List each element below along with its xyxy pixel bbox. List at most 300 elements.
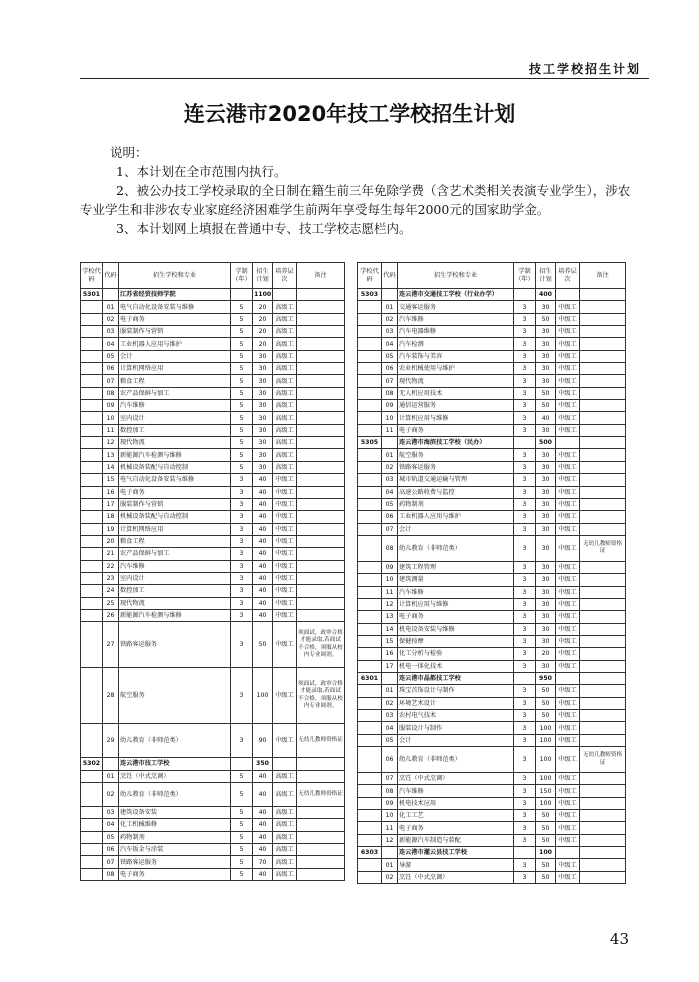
enrollment-plan: 30	[536, 363, 556, 375]
training-level: 高级工	[273, 338, 297, 350]
enrollment-plan: 50	[536, 871, 556, 883]
empty-cell	[514, 289, 536, 301]
enrollment-plan: 40	[253, 585, 273, 597]
major-name: 烹饪（中式烹调）	[398, 773, 514, 785]
empty-cell	[358, 871, 382, 883]
table-row	[358, 871, 626, 883]
table-row	[81, 387, 345, 399]
training-level: 中级工	[556, 648, 580, 660]
enrollment-plan: 30	[253, 449, 273, 461]
empty-cell	[580, 672, 626, 684]
major-code: 20	[103, 535, 119, 547]
major-code: 21	[103, 548, 119, 560]
training-level: 高级工	[273, 868, 297, 880]
table-row	[358, 338, 626, 350]
major-name: 农产品保鲜与加工	[119, 387, 231, 399]
remark	[580, 773, 626, 785]
empty-cell	[358, 611, 382, 623]
training-level: 中级工	[556, 586, 580, 598]
empty-cell	[358, 834, 382, 846]
study-years: 3	[231, 622, 253, 668]
note-item-2: 2、被公办技工学校录取的全日制在籍生前三年免除学费（含艺术类相关表演专业学生），涉农专业学生和非涉农专业家庭经济困难学生前两年享受每生每年2000元的国家助学金。	[80, 183, 631, 217]
table-row	[358, 387, 626, 399]
enrollment-plan: 40	[253, 572, 273, 584]
empty-cell	[81, 770, 103, 782]
empty-cell	[297, 758, 345, 770]
enrollment-plan: 100	[536, 773, 556, 785]
school-plan-total: 100	[536, 847, 556, 859]
remark	[580, 648, 626, 660]
remark	[580, 313, 626, 325]
study-years: 3	[231, 474, 253, 486]
table-row	[358, 822, 626, 834]
enrollment-plan: 90	[253, 724, 273, 758]
major-code: 09	[382, 561, 398, 573]
remark	[297, 474, 345, 486]
training-level: 中级工	[556, 859, 580, 871]
study-years: 5	[231, 313, 253, 325]
major-name: 机电设备安装与维修	[398, 623, 514, 635]
study-years: 3	[231, 609, 253, 621]
table-row	[81, 668, 345, 724]
empty-cell	[81, 437, 103, 449]
major-name: 新能源汽车制造与装配	[398, 834, 514, 846]
enrollment-plan: 70	[253, 856, 273, 868]
remark	[580, 710, 626, 722]
enrollment-plan: 30	[536, 511, 556, 523]
table-row	[358, 523, 626, 535]
major-code: 17	[382, 660, 398, 672]
major-name: 保健按摩	[398, 635, 514, 647]
major-code: 09	[103, 400, 119, 412]
training-level: 中级工	[556, 635, 580, 647]
study-years: 3	[514, 375, 536, 387]
remark	[580, 363, 626, 375]
major-name: 计算机应用与维修	[398, 598, 514, 610]
study-years: 3	[514, 511, 536, 523]
empty-cell	[358, 810, 382, 822]
study-years: 3	[231, 560, 253, 572]
empty-cell	[81, 301, 103, 313]
training-level: 中级工	[273, 535, 297, 547]
column-header: 培养层次	[556, 263, 580, 289]
study-years: 5	[231, 412, 253, 424]
empty-cell	[81, 375, 103, 387]
study-years: 3	[514, 350, 536, 362]
major-code: 08	[103, 868, 119, 880]
major-code: 09	[382, 400, 398, 412]
enrollment-plan: 100	[536, 797, 556, 809]
study-years: 3	[514, 722, 536, 734]
major-code: 10	[103, 412, 119, 424]
training-level: 高级工	[273, 449, 297, 461]
empty-cell	[81, 560, 103, 572]
major-code: 22	[103, 560, 119, 572]
major-code: 13	[103, 449, 119, 461]
remark	[580, 338, 626, 350]
major-name: 建筑设备安装	[119, 806, 231, 818]
enrollment-plan: 40	[253, 806, 273, 818]
major-code: 11	[382, 586, 398, 598]
study-years: 5	[231, 338, 253, 350]
running-header: 技工学校招生计划	[528, 62, 641, 76]
enrollment-plan: 50	[536, 710, 556, 722]
empty-cell	[382, 672, 398, 684]
major-code: 01	[382, 301, 398, 313]
table-row	[358, 461, 626, 473]
table-row	[358, 350, 626, 362]
training-level: 高级工	[273, 363, 297, 375]
major-code: 18	[103, 511, 119, 523]
training-level: 中级工	[556, 710, 580, 722]
major-code: 01	[382, 685, 398, 697]
table-row	[81, 597, 345, 609]
training-level: 中级工	[273, 597, 297, 609]
table-row	[358, 722, 626, 734]
major-name: 会计	[119, 350, 231, 362]
remark	[297, 375, 345, 387]
enrollment-plan: 40	[253, 560, 273, 572]
empty-cell	[358, 574, 382, 586]
major-code: 02	[382, 313, 398, 325]
training-level: 中级工	[556, 474, 580, 486]
training-level: 中级工	[273, 486, 297, 498]
training-level: 中级工	[273, 548, 297, 560]
empty-cell	[103, 758, 119, 770]
remark	[580, 660, 626, 672]
study-years: 3	[514, 338, 536, 350]
table-row	[81, 511, 345, 523]
training-level: 高级工	[273, 400, 297, 412]
table-row	[81, 844, 345, 856]
enrollment-plan: 100	[536, 747, 556, 773]
enrollment-plan: 100	[536, 722, 556, 734]
enrollment-plan: 30	[536, 301, 556, 313]
enrollment-plan: 20	[253, 338, 273, 350]
remark	[297, 523, 345, 535]
remark	[297, 585, 345, 597]
major-name: 导游	[398, 859, 514, 871]
school-plan-total: 400	[536, 289, 556, 301]
empty-cell	[358, 326, 382, 338]
remark	[580, 449, 626, 461]
enrollment-plan: 20	[253, 301, 273, 313]
training-level: 中级工	[273, 622, 297, 668]
empty-cell	[358, 623, 382, 635]
training-level: 高级工	[273, 831, 297, 843]
empty-cell	[382, 847, 398, 859]
major-name: 计算机应用与维修	[398, 412, 514, 424]
training-level: 中级工	[556, 412, 580, 424]
table-row	[358, 697, 626, 709]
study-years: 5	[231, 326, 253, 338]
major-name: 烹饪（中式烹调）	[119, 770, 231, 782]
training-level: 中级工	[556, 574, 580, 586]
enrollment-plan: 30	[536, 623, 556, 635]
table-row	[358, 424, 626, 436]
training-level: 中级工	[556, 834, 580, 846]
empty-cell	[358, 387, 382, 399]
major-name: 电子商务	[119, 313, 231, 325]
school-code: 5303	[358, 289, 382, 301]
major-name: 农业机械使用与维护	[398, 363, 514, 375]
empty-cell	[358, 722, 382, 734]
enrollment-plan: 30	[536, 375, 556, 387]
study-years: 3	[514, 400, 536, 412]
empty-cell	[358, 412, 382, 424]
table-row	[358, 586, 626, 598]
major-name: 药物制剂	[398, 498, 514, 510]
major-name: 电子商务	[398, 822, 514, 834]
major-name: 汽车钣金与涂装	[119, 844, 231, 856]
table-row	[81, 609, 345, 621]
major-name: 数控加工	[119, 424, 231, 436]
empty-cell	[358, 685, 382, 697]
major-name: 电子商务	[398, 611, 514, 623]
training-level: 中级工	[556, 375, 580, 387]
major-code: 01	[103, 770, 119, 782]
study-years: 5	[231, 424, 253, 436]
remark	[580, 412, 626, 424]
enrollment-plan: 150	[536, 785, 556, 797]
empty-cell	[382, 437, 398, 449]
empty-cell	[81, 412, 103, 424]
remark	[297, 301, 345, 313]
remark	[297, 350, 345, 362]
major-code: 14	[382, 623, 398, 635]
column-header: 代码	[103, 263, 119, 289]
empty-cell	[81, 856, 103, 868]
school-name: 江苏省经贸技师学院	[119, 289, 231, 301]
school-row	[358, 437, 626, 449]
empty-cell	[81, 609, 103, 621]
major-name: 农村电气技术	[398, 710, 514, 722]
remark	[297, 548, 345, 560]
remark	[580, 486, 626, 498]
empty-cell	[358, 486, 382, 498]
remark	[580, 797, 626, 809]
empty-cell	[556, 289, 580, 301]
study-years: 3	[514, 660, 536, 672]
table-header-row	[358, 263, 626, 289]
table-row	[81, 782, 345, 806]
remark	[297, 313, 345, 325]
enrollment-plan: 50	[536, 810, 556, 822]
study-years: 3	[514, 523, 536, 535]
school-plan-total: 350	[253, 758, 273, 770]
empty-cell	[358, 635, 382, 647]
remark	[580, 574, 626, 586]
table-row	[81, 572, 345, 584]
major-code: 08	[382, 785, 398, 797]
major-code: 06	[382, 363, 398, 375]
major-code: 07	[382, 773, 398, 785]
study-years: 5	[231, 461, 253, 473]
remark	[297, 449, 345, 461]
remark	[297, 535, 345, 547]
table-row	[358, 474, 626, 486]
remark	[297, 498, 345, 510]
remark	[580, 400, 626, 412]
empty-cell	[358, 660, 382, 672]
study-years: 5	[231, 375, 253, 387]
school-row	[81, 289, 345, 301]
remark	[580, 387, 626, 399]
enrollment-table-right	[357, 262, 626, 884]
table-row	[358, 785, 626, 797]
major-name: 机械设备装配与自动控制	[119, 511, 231, 523]
enrollment-plan: 40	[253, 782, 273, 806]
enrollment-plan: 30	[536, 535, 556, 561]
table-row	[358, 326, 626, 338]
major-name: 现代物流	[119, 597, 231, 609]
major-code: 12	[382, 834, 398, 846]
study-years: 3	[514, 611, 536, 623]
column-header: 学校代码	[358, 263, 382, 289]
remark	[297, 326, 345, 338]
empty-cell	[81, 844, 103, 856]
major-name: 汽车装饰与美容	[398, 350, 514, 362]
major-name: 交通客运服务	[398, 301, 514, 313]
major-code: 06	[103, 844, 119, 856]
major-code: 08	[103, 387, 119, 399]
major-code: 25	[103, 597, 119, 609]
school-name: 连云港市交通技工学校（行业办学）	[398, 289, 514, 301]
remark	[297, 486, 345, 498]
remark	[580, 461, 626, 473]
empty-cell	[81, 668, 103, 724]
enrollment-plan: 30	[536, 486, 556, 498]
empty-cell	[81, 511, 103, 523]
study-years: 3	[231, 523, 253, 535]
training-level: 中级工	[556, 363, 580, 375]
study-years: 3	[514, 797, 536, 809]
remark: 无幼儿教师资格证	[297, 724, 345, 758]
major-name: 城市轨道交通运输与管理	[398, 474, 514, 486]
training-level: 高级工	[273, 844, 297, 856]
major-name: 会计	[398, 523, 514, 535]
major-code: 17	[103, 498, 119, 510]
enrollment-plan: 50	[536, 834, 556, 846]
empty-cell	[580, 847, 626, 859]
remark	[580, 350, 626, 362]
header-rule	[80, 78, 649, 79]
empty-cell	[358, 697, 382, 709]
empty-cell	[358, 498, 382, 510]
table-row	[358, 734, 626, 746]
empty-cell	[556, 847, 580, 859]
empty-cell	[81, 424, 103, 436]
enrollment-plan: 30	[536, 338, 556, 350]
major-name: 电气自动化设备安装与维修	[119, 301, 231, 313]
remark	[297, 572, 345, 584]
table-row	[358, 313, 626, 325]
table-row	[81, 770, 345, 782]
school-code: 5301	[81, 289, 103, 301]
major-code: 04	[382, 338, 398, 350]
school-row	[358, 847, 626, 859]
remark	[580, 586, 626, 598]
major-code: 06	[382, 747, 398, 773]
training-level: 中级工	[556, 747, 580, 773]
remark	[580, 523, 626, 535]
training-level: 高级工	[273, 461, 297, 473]
training-level: 中级工	[556, 871, 580, 883]
remark	[580, 611, 626, 623]
school-code: 6301	[358, 672, 382, 684]
enrollment-plan: 30	[536, 326, 556, 338]
empty-cell	[358, 363, 382, 375]
study-years: 5	[231, 301, 253, 313]
enrollment-plan: 30	[253, 363, 273, 375]
empty-cell	[382, 289, 398, 301]
major-code: 09	[382, 797, 398, 809]
training-level: 中级工	[273, 572, 297, 584]
table-row	[81, 585, 345, 597]
major-name: 服装设计与制作	[398, 722, 514, 734]
study-years: 5	[231, 400, 253, 412]
enrollment-plan: 30	[536, 474, 556, 486]
major-name: 计算机网络应用	[119, 363, 231, 375]
remark	[580, 822, 626, 834]
table-row	[81, 449, 345, 461]
enrollment-plan: 40	[253, 609, 273, 621]
enrollment-plan: 40	[253, 868, 273, 880]
major-name: 汽车检测	[398, 338, 514, 350]
table-row	[81, 486, 345, 498]
empty-cell	[358, 822, 382, 834]
empty-cell	[231, 758, 253, 770]
study-years: 3	[514, 598, 536, 610]
major-code: 12	[382, 598, 398, 610]
training-level: 中级工	[556, 400, 580, 412]
column-header: 招生计划	[536, 263, 556, 289]
study-years: 3	[514, 424, 536, 436]
study-years: 3	[514, 871, 536, 883]
empty-cell	[81, 461, 103, 473]
table-row	[81, 831, 345, 843]
major-name: 汽车维修	[398, 586, 514, 598]
major-code: 02	[382, 871, 398, 883]
major-name: 化工工艺	[398, 810, 514, 822]
enrollment-plan: 50	[536, 400, 556, 412]
enrollment-plan: 50	[536, 859, 556, 871]
major-code: 02	[382, 461, 398, 473]
major-code: 23	[103, 572, 119, 584]
major-name: 通信运营服务	[398, 400, 514, 412]
training-level: 中级工	[556, 697, 580, 709]
training-level: 中级工	[273, 668, 297, 724]
table-row	[358, 685, 626, 697]
major-code: 05	[103, 831, 119, 843]
major-name: 汽车维修	[398, 313, 514, 325]
empty-cell	[81, 313, 103, 325]
table-row	[358, 623, 626, 635]
enrollment-plan: 100	[253, 668, 273, 724]
notes-section	[80, 143, 635, 238]
training-level: 高级工	[273, 819, 297, 831]
column-header: 学校代码	[81, 263, 103, 289]
study-years: 5	[231, 806, 253, 818]
empty-cell	[358, 747, 382, 773]
table-row	[358, 535, 626, 561]
major-name: 航空服务	[119, 668, 231, 724]
major-name: 电子商务	[398, 424, 514, 436]
major-name: 幼儿教育（非师范类）	[119, 724, 231, 758]
column-header: 培养层次	[273, 263, 297, 289]
school-name: 连云港市灌云县技工学校	[398, 847, 514, 859]
enrollment-plan: 30	[536, 635, 556, 647]
